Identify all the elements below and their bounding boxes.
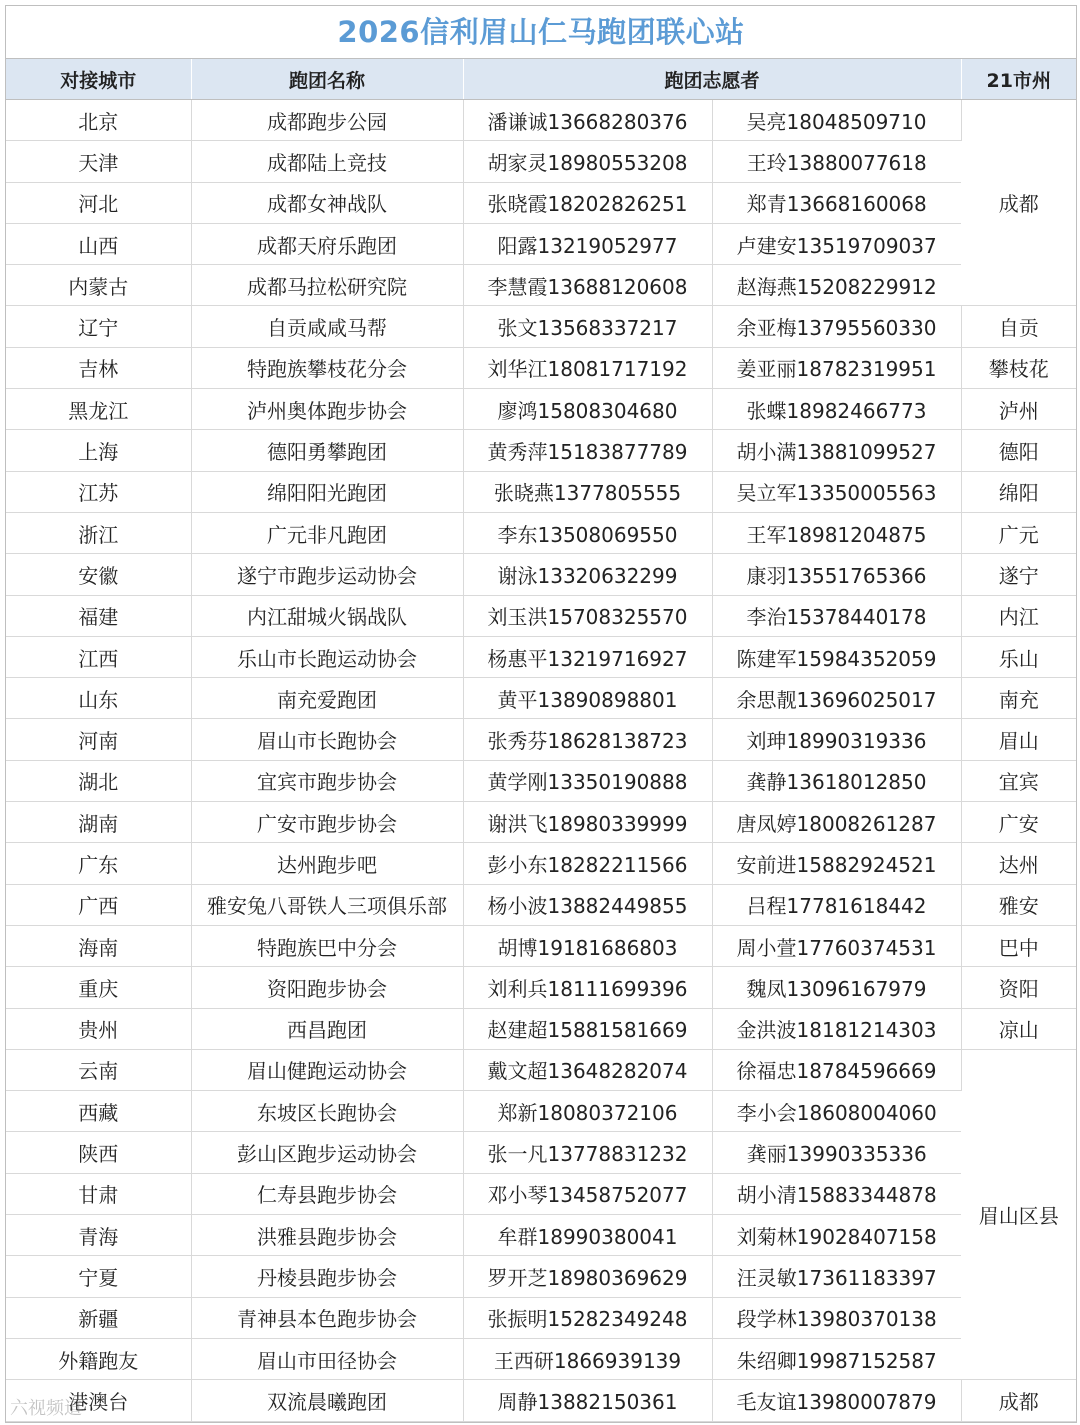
club-cell: 成都马拉松研究院 [191,265,463,306]
volunteer-2-cell: 余思靓13696025017 [712,678,961,719]
city-cell: 贵州 [6,1008,191,1049]
volunteer-1-cell: 王西研1866939139 [463,1338,712,1379]
table-row [6,925,1076,966]
city-cell: 江西 [6,636,191,677]
header-row [6,59,1076,100]
club-cell: 遂宁市跑步运动协会 [191,554,463,595]
city-cell: 浙江 [6,512,191,553]
volunteer-1-cell: 彭小东18282211566 [463,843,712,884]
table-row [6,389,1076,430]
volunteer-1-cell: 邓小琴13458752077 [463,1173,712,1214]
table-row [6,347,1076,388]
volunteer-2-cell: 毛友谊13980007879 [712,1380,961,1421]
volunteer-1-cell: 胡博19181686803 [463,925,712,966]
club-cell: 自贡咸咸马帮 [191,306,463,347]
table-row [6,471,1076,512]
club-cell: 南充爱跑团 [191,678,463,719]
volunteer-2-cell: 胡小清15883344878 [712,1173,961,1214]
volunteer-1-cell: 谢洪飞18980339999 [463,802,712,843]
volunteer-2-cell: 龚丽13990335336 [712,1132,961,1173]
club-cell: 眉山市田径协会 [191,1338,463,1379]
volunteer-1-cell: 杨惠平13219716927 [463,636,712,677]
club-cell: 西昌跑团 [191,1008,463,1049]
region-cell: 自贡 [961,306,1076,347]
table-row [6,1215,1076,1256]
volunteer-1-cell: 赵建超15881581669 [463,1008,712,1049]
city-cell: 湖北 [6,760,191,801]
volunteer-1-cell: 胡家灵18980553208 [463,141,712,182]
volunteer-2-cell: 吴亮18048509710 [712,100,961,141]
club-cell: 广安市跑步协会 [191,802,463,843]
club-cell: 特跑族攀枝花分会 [191,347,463,388]
region-cell: 雅安 [961,884,1076,925]
volunteer-2-cell: 陈建军15984352059 [712,636,961,677]
volunteer-2-cell: 安前进15882924521 [712,843,961,884]
region-cell: 成都 [961,100,1076,306]
city-cell: 江苏 [6,471,191,512]
club-cell: 东坡区长跑协会 [191,1091,463,1132]
region-cell: 乐山 [961,636,1076,677]
city-cell: 福建 [6,595,191,636]
region-cell: 达州 [961,843,1076,884]
city-cell: 宁夏 [6,1256,191,1297]
table-row [6,636,1076,677]
region-cell: 宜宾 [961,760,1076,801]
volunteer-1-cell: 牟群18990380041 [463,1215,712,1256]
region-cell: 广元 [961,512,1076,553]
region-cell: 眉山区县 [961,1049,1076,1379]
region-cell: 成都 [961,1380,1076,1421]
volunteer-1-cell: 张振明15282349248 [463,1297,712,1338]
club-cell: 雅安兔八哥铁人三项俱乐部 [191,884,463,925]
club-cell: 德阳勇攀跑团 [191,430,463,471]
table-row [6,1049,1076,1090]
city-cell: 西藏 [6,1091,191,1132]
city-cell: 青海 [6,1215,191,1256]
volunteer-1-cell: 谢泳13320632299 [463,554,712,595]
volunteer-1-cell: 李东13508069550 [463,512,712,553]
table-row [6,265,1076,306]
table-row [6,595,1076,636]
city-cell: 黑龙江 [6,389,191,430]
volunteer-2-cell: 金洪波18181214303 [712,1008,961,1049]
table-row [6,1256,1076,1297]
volunteer-1-cell: 张文13568337217 [463,306,712,347]
city-cell: 河北 [6,182,191,223]
volunteer-1-cell: 刘华江18081717192 [463,347,712,388]
volunteer-2-cell: 吴立军13350005563 [712,471,961,512]
volunteer-1-cell: 潘谦诚13668280376 [463,100,712,141]
club-cell: 双流晨曦跑团 [191,1380,463,1421]
table-row [6,1338,1076,1379]
region-cell: 遂宁 [961,554,1076,595]
table-row [6,1091,1076,1132]
watermark: 六视频道 [10,1398,82,1419]
header-region: 21市州 [961,59,1076,100]
volunteer-1-cell: 杨小波13882449855 [463,884,712,925]
volunteer-1-cell: 戴文超13648282074 [463,1049,712,1090]
volunteer-1-cell: 刘玉洪15708325570 [463,595,712,636]
volunteer-1-cell: 张秀芬18628138723 [463,719,712,760]
club-cell: 成都跑步公园 [191,100,463,141]
table-row [6,884,1076,925]
club-cell: 特跑族巴中分会 [191,925,463,966]
volunteer-2-cell: 康羽13551765366 [712,554,961,595]
city-cell: 湖南 [6,802,191,843]
club-cell: 彭山区跑步运动协会 [191,1132,463,1173]
club-cell: 泸州奥体跑步协会 [191,389,463,430]
table-row [6,1132,1076,1173]
club-cell: 达州跑步吧 [191,843,463,884]
city-cell: 云南 [6,1049,191,1090]
volunteer-2-cell: 段学林13980370138 [712,1297,961,1338]
city-cell: 海南 [6,925,191,966]
table-row [6,554,1076,595]
club-cell: 眉山健跑运动协会 [191,1049,463,1090]
volunteer-2-cell: 唐凤婷18008261287 [712,802,961,843]
volunteer-1-cell: 黄秀萍15183877789 [463,430,712,471]
volunteer-2-cell: 姜亚丽18782319951 [712,347,961,388]
club-cell: 乐山市长跑运动协会 [191,636,463,677]
city-cell: 辽宁 [6,306,191,347]
city-cell: 山西 [6,223,191,264]
city-cell: 港澳台 [6,1380,191,1421]
club-cell: 成都女神战队 [191,182,463,223]
table-row [6,760,1076,801]
city-cell: 上海 [6,430,191,471]
city-cell: 重庆 [6,967,191,1008]
volunteer-2-cell: 郑青13668160068 [712,182,961,223]
table-row [6,678,1076,719]
table-row [6,182,1076,223]
volunteer-2-cell: 赵海燕15208229912 [712,265,961,306]
region-cell: 凉山 [961,1008,1076,1049]
volunteer-1-cell: 黄平13890898801 [463,678,712,719]
table-row [6,1173,1076,1214]
city-cell: 广东 [6,843,191,884]
volunteer-2-cell: 余亚梅13795560330 [712,306,961,347]
volunteer-1-cell: 李慧霞13688120608 [463,265,712,306]
region-cell: 绵阳 [961,471,1076,512]
table-row [6,1008,1076,1049]
club-cell: 仁寿县跑步协会 [191,1173,463,1214]
volunteer-2-cell: 龚静13618012850 [712,760,961,801]
volunteer-1-cell: 阳露13219052977 [463,223,712,264]
volunteer-2-cell: 刘菊林19028407158 [712,1215,961,1256]
table-row [6,100,1076,141]
table-row [6,223,1076,264]
header-city: 对接城市 [6,59,191,100]
city-cell: 内蒙古 [6,265,191,306]
club-cell: 丹棱县跑步协会 [191,1256,463,1297]
club-cell: 成都天府乐跑团 [191,223,463,264]
table-row [6,430,1076,471]
club-cell: 成都陆上竞技 [191,141,463,182]
contact-table [6,59,1076,1422]
table-row [6,719,1076,760]
region-cell: 资阳 [961,967,1076,1008]
volunteer-1-cell: 刘利兵18111699396 [463,967,712,1008]
city-cell: 河南 [6,719,191,760]
club-cell: 宜宾市跑步协会 [191,760,463,801]
city-cell: 北京 [6,100,191,141]
volunteer-1-cell: 罗开芝18980369629 [463,1256,712,1297]
city-cell: 山东 [6,678,191,719]
city-cell: 天津 [6,141,191,182]
region-cell: 内江 [961,595,1076,636]
volunteer-2-cell: 汪灵敏17361183397 [712,1256,961,1297]
volunteer-2-cell: 胡小满13881099527 [712,430,961,471]
volunteer-1-cell: 张晓燕1377805555 [463,471,712,512]
header-club: 跑团名称 [191,59,463,100]
volunteer-2-cell: 徐福忠18784596669 [712,1049,961,1090]
table-row [6,141,1076,182]
table-row [6,306,1076,347]
region-cell: 南充 [961,678,1076,719]
club-cell: 广元非凡跑团 [191,512,463,553]
club-cell: 青神县本色跑步协会 [191,1297,463,1338]
volunteer-2-cell: 魏凤13096167979 [712,967,961,1008]
volunteer-1-cell: 廖鸿15808304680 [463,389,712,430]
table-row [6,802,1076,843]
table-row [6,843,1076,884]
header-volunteers: 跑团志愿者 [463,59,961,100]
volunteer-1-cell: 郑新18080372106 [463,1091,712,1132]
table-row [6,1380,1076,1421]
city-cell: 安徽 [6,554,191,595]
club-cell: 绵阳阳光跑团 [191,471,463,512]
page-title: 2026信利眉山仁马跑团联心站 [6,6,1076,59]
volunteer-2-cell: 朱绍卿19987152587 [712,1338,961,1379]
club-cell: 洪雅县跑步协会 [191,1215,463,1256]
city-cell: 新疆 [6,1297,191,1338]
volunteer-1-cell: 黄学刚13350190888 [463,760,712,801]
club-cell: 资阳跑步协会 [191,967,463,1008]
volunteer-2-cell: 李治15378440178 [712,595,961,636]
volunteer-1-cell: 张晓霞18202826251 [463,182,712,223]
city-cell: 甘肃 [6,1173,191,1214]
volunteer-1-cell: 张一凡13778831232 [463,1132,712,1173]
volunteer-2-cell: 周小萱17760374531 [712,925,961,966]
region-cell: 攀枝花 [961,347,1076,388]
volunteer-2-cell: 王玲13880077618 [712,141,961,182]
volunteer-2-cell: 卢建安13519709037 [712,223,961,264]
region-cell: 眉山 [961,719,1076,760]
volunteer-2-cell: 李小会18608004060 [712,1091,961,1132]
volunteer-2-cell: 刘珅18990319336 [712,719,961,760]
table-row [6,967,1076,1008]
city-cell: 外籍跑友 [6,1338,191,1379]
table-body [6,100,1076,1422]
table-row [6,512,1076,553]
city-cell: 吉林 [6,347,191,388]
club-cell: 眉山市长跑协会 [191,719,463,760]
region-cell: 泸州 [961,389,1076,430]
city-cell: 广西 [6,884,191,925]
volunteer-2-cell: 王军18981204875 [712,512,961,553]
spreadsheet [5,5,1077,1423]
region-cell: 德阳 [961,430,1076,471]
volunteer-1-cell: 周静13882150361 [463,1380,712,1421]
city-cell: 陕西 [6,1132,191,1173]
club-cell: 内江甜城火锅战队 [191,595,463,636]
region-cell: 广安 [961,802,1076,843]
volunteer-2-cell: 张蝶18982466773 [712,389,961,430]
volunteer-2-cell: 吕程17781618442 [712,884,961,925]
region-cell: 巴中 [961,925,1076,966]
table-row [6,1297,1076,1338]
